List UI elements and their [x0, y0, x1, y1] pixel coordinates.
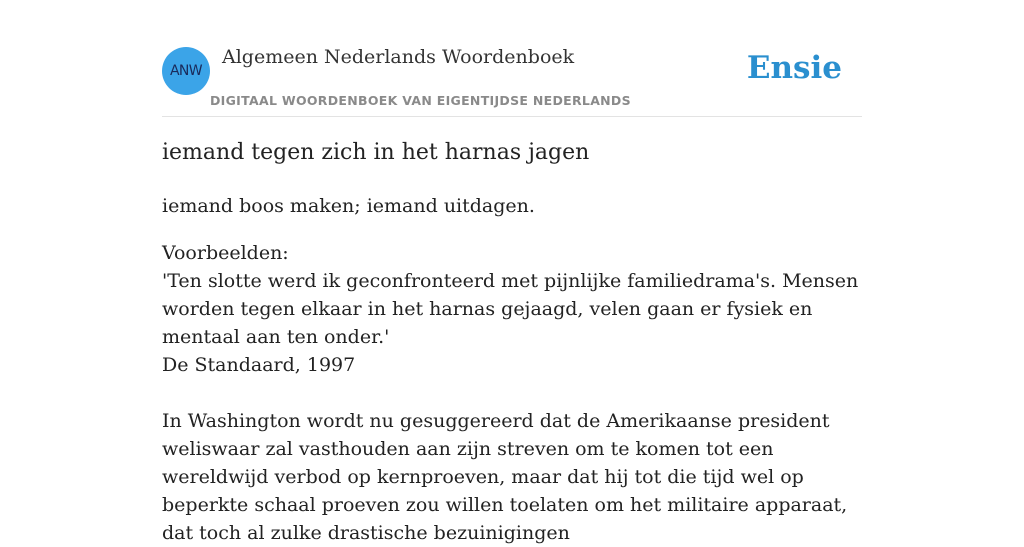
spacer	[162, 379, 862, 407]
ensie-brand-link[interactable]: Ensie	[746, 50, 842, 86]
entry-title: iemand tegen zich in het harnas jagen	[162, 140, 590, 165]
logo-text: ANW	[169, 63, 203, 79]
example-text: In Washington wordt nu gesuggereerd dat de Amerikaanse president weliswaar zal vasthouden aan zijn streven om te komen tot een wereldwijd verbod op kernproeven, maar dat hij tot die tijd wel op beperkte schaal proeven zou willen toelaten om het militaire apparaat, dat toch al zulke drastische bezuinigingen	[162, 410, 848, 544]
example-source: De Standaard, 1997	[162, 354, 356, 376]
content	[162, 0, 862, 544]
anw-logo[interactable]	[162, 47, 210, 95]
header	[162, 0, 862, 117]
site-subtitle: DIGITAAL WOORDENBOEK VAN EIGENTIJDSE NEDERLANDS	[210, 93, 631, 108]
entry-definition: iemand boos maken; iemand uitdagen.	[162, 195, 535, 217]
site-title[interactable]: Algemeen Nederlands Woordenboek	[222, 46, 575, 68]
example-quote: 'Ten slotte werd ik geconfronteerd met pijnlijke familiedrama's. Mensen worden tegen elkaar in het harnas gejaagd, velen gaan er fysiek en mentaal aan ten onder.'	[162, 270, 859, 348]
examples-label: Voorbeelden:	[162, 242, 289, 264]
examples-section	[162, 239, 862, 547]
